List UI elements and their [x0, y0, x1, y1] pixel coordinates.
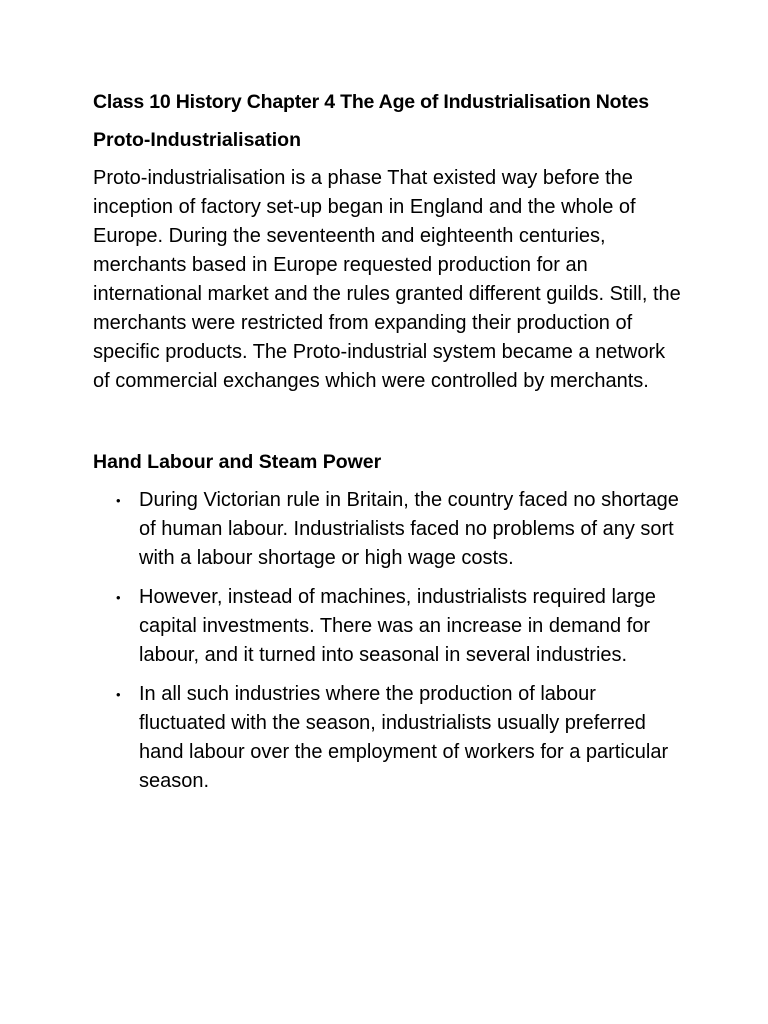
bullet-icon: • — [116, 687, 121, 702]
document-body — [93, 88, 693, 806]
bullet-text: However, instead of machines, industrialists required large capital investments. There was an increase in demand for labour, and it turned into seasonal in several industries. — [139, 586, 656, 666]
proto-industrialisation-paragraph: Proto-industrialisation is a phase That existed way before the inception of factory set-up began in England and the whole of Europe. During the seventeenth and eighteenth centuries, merchants based in Europe requested production for an international market and the rules granted different guilds. Still, the merchants were restricted from expanding their production of specific products. The Proto-industrial system became a network of commercial exchanges which were controlled by merchants. — [93, 167, 681, 392]
list-item — [93, 486, 684, 573]
section-heading-proto-industrialisation: Proto-Industrialisation — [93, 129, 302, 151]
hand-labour-bullet-list — [93, 486, 693, 796]
bullet-text: In all such industries where the production of labour fluctuated with the season, industrialists usually preferred hand labour over the employment of workers for a particular season. — [139, 683, 669, 792]
bullet-text: During Victorian rule in Britain, the country faced no shortage of human labour. Industrialists faced no problems of any sort with a labour shortage or high wage costs. — [139, 489, 679, 569]
bullet-icon: • — [116, 590, 121, 605]
section-heading-hand-labour: Hand Labour and Steam Power — [93, 451, 382, 473]
bullet-icon: • — [116, 493, 121, 508]
document-title: Class 10 History Chapter 4 The Age of Industrialisation Notes — [93, 91, 649, 113]
list-item — [93, 583, 684, 670]
list-item — [93, 680, 684, 796]
